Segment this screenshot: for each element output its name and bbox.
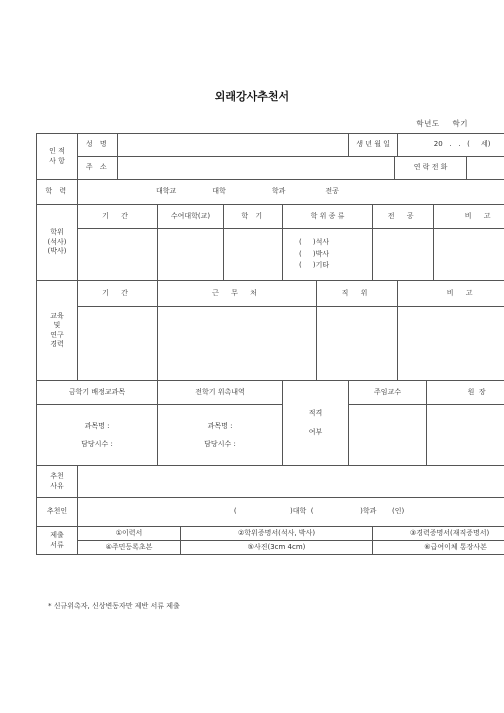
- this-term-course-header: 금학기 배정교과목: [37, 381, 158, 405]
- career-position-header: 직 위: [317, 281, 398, 307]
- degree-semester-field[interactable]: [224, 229, 283, 281]
- university-label: 대학교: [156, 187, 177, 196]
- career-period-field[interactable]: [78, 307, 158, 381]
- doc-resume: ①이력서: [78, 527, 181, 541]
- career-workplace-header: 근 무 처: [158, 281, 317, 307]
- major-label: 전공: [325, 187, 339, 196]
- contact-label: 연 락 전 화: [395, 157, 467, 180]
- recommender-label: 추천인: [37, 498, 78, 527]
- reason-label: 추천 사유: [37, 466, 78, 498]
- form-title: 외래강사추천서: [214, 90, 290, 103]
- qualification-label: 적격 여부: [283, 381, 349, 466]
- degree-type-header: 학 위 종 류: [283, 205, 373, 229]
- doc-resident-abstract: ④주민등록초본: [78, 541, 181, 555]
- prev-term-hours: 담당시수 :: [204, 440, 236, 448]
- this-term-hours: 담당시수 :: [81, 440, 113, 448]
- dean-label: 원 장: [427, 381, 504, 405]
- birth-field[interactable]: 20 . . ( 세): [398, 134, 504, 157]
- dean-sign-field[interactable]: [427, 405, 504, 466]
- career-position-field[interactable]: [317, 307, 398, 381]
- birth-label: 생 년 월 일: [349, 134, 398, 157]
- career-period-header: 기 간: [78, 281, 158, 307]
- degree-period-header: 기 간: [78, 205, 158, 229]
- education-field[interactable]: [78, 180, 504, 205]
- career-remarks-field[interactable]: [398, 307, 504, 381]
- contact-field[interactable]: [467, 157, 504, 180]
- this-term-course-field[interactable]: [37, 405, 158, 466]
- address-field[interactable]: [118, 157, 395, 180]
- term-label: 학기: [452, 119, 468, 128]
- degree-period-field[interactable]: [78, 229, 158, 281]
- degree-semester-header: 학 기: [224, 205, 283, 229]
- career-remarks-header: 비 고: [398, 281, 504, 307]
- college-label: 대학: [212, 187, 226, 196]
- degree-option-doctor[interactable]: ( )박사: [299, 249, 330, 258]
- degree-institution-field[interactable]: [158, 229, 224, 281]
- degree-remarks-header: 비 고: [434, 205, 504, 229]
- prev-term-record-header: 전학기 위촉내역: [158, 381, 283, 405]
- prev-term-course-field[interactable]: [158, 405, 283, 466]
- career-workplace-field[interactable]: [158, 307, 317, 381]
- recommender-field[interactable]: ( )대학 ( )학과 (인): [78, 498, 504, 527]
- reason-field[interactable]: [78, 466, 504, 498]
- this-term-course-name: 과목명 :: [84, 421, 110, 430]
- year-label: 학년도: [416, 119, 440, 128]
- name-label: 성 명: [78, 134, 118, 157]
- name-field[interactable]: [118, 134, 349, 157]
- degree-major-field[interactable]: [373, 229, 434, 281]
- chief-professor-sign-field[interactable]: [349, 405, 427, 466]
- department-label: 학과: [271, 187, 286, 196]
- degree-major-header: 전 공: [373, 205, 434, 229]
- education-label: 학 력: [37, 180, 78, 205]
- recommendation-form-table: [36, 133, 504, 555]
- degree-institution-header: 수여대학(교): [158, 205, 224, 229]
- degree-remarks-field[interactable]: [434, 229, 504, 281]
- degree-option-other[interactable]: ( )기타: [299, 261, 330, 270]
- doc-bankbook-copy: ⑥급여이체 통장사본: [373, 541, 504, 555]
- degree-type-field[interactable]: [283, 229, 373, 281]
- chief-professor-label: 주임교수: [349, 381, 427, 405]
- footnote: * 신규위촉자, 신상변동자만 제반 서류 제출: [48, 602, 180, 610]
- personal-info-section: 인 적 사 항: [37, 134, 78, 180]
- prev-term-course-name: 과목명 :: [207, 421, 233, 430]
- academic-year-term: [406, 118, 468, 129]
- documents-label: 제출 서류: [37, 527, 78, 555]
- doc-degree-certificate: ②학위증명서(석사, 박사): [181, 527, 373, 541]
- degree-option-master[interactable]: ( )석사: [299, 237, 330, 246]
- doc-career-certificate: ③경력증명서(재직증명서): [373, 527, 504, 541]
- address-label: 주 소: [78, 157, 118, 180]
- doc-photo: ⑤사진(3cm 4cm): [181, 541, 373, 555]
- degree-section: 학위 (석사) (박사): [37, 205, 78, 281]
- career-section: 교육 및 연구 경력: [37, 281, 78, 381]
